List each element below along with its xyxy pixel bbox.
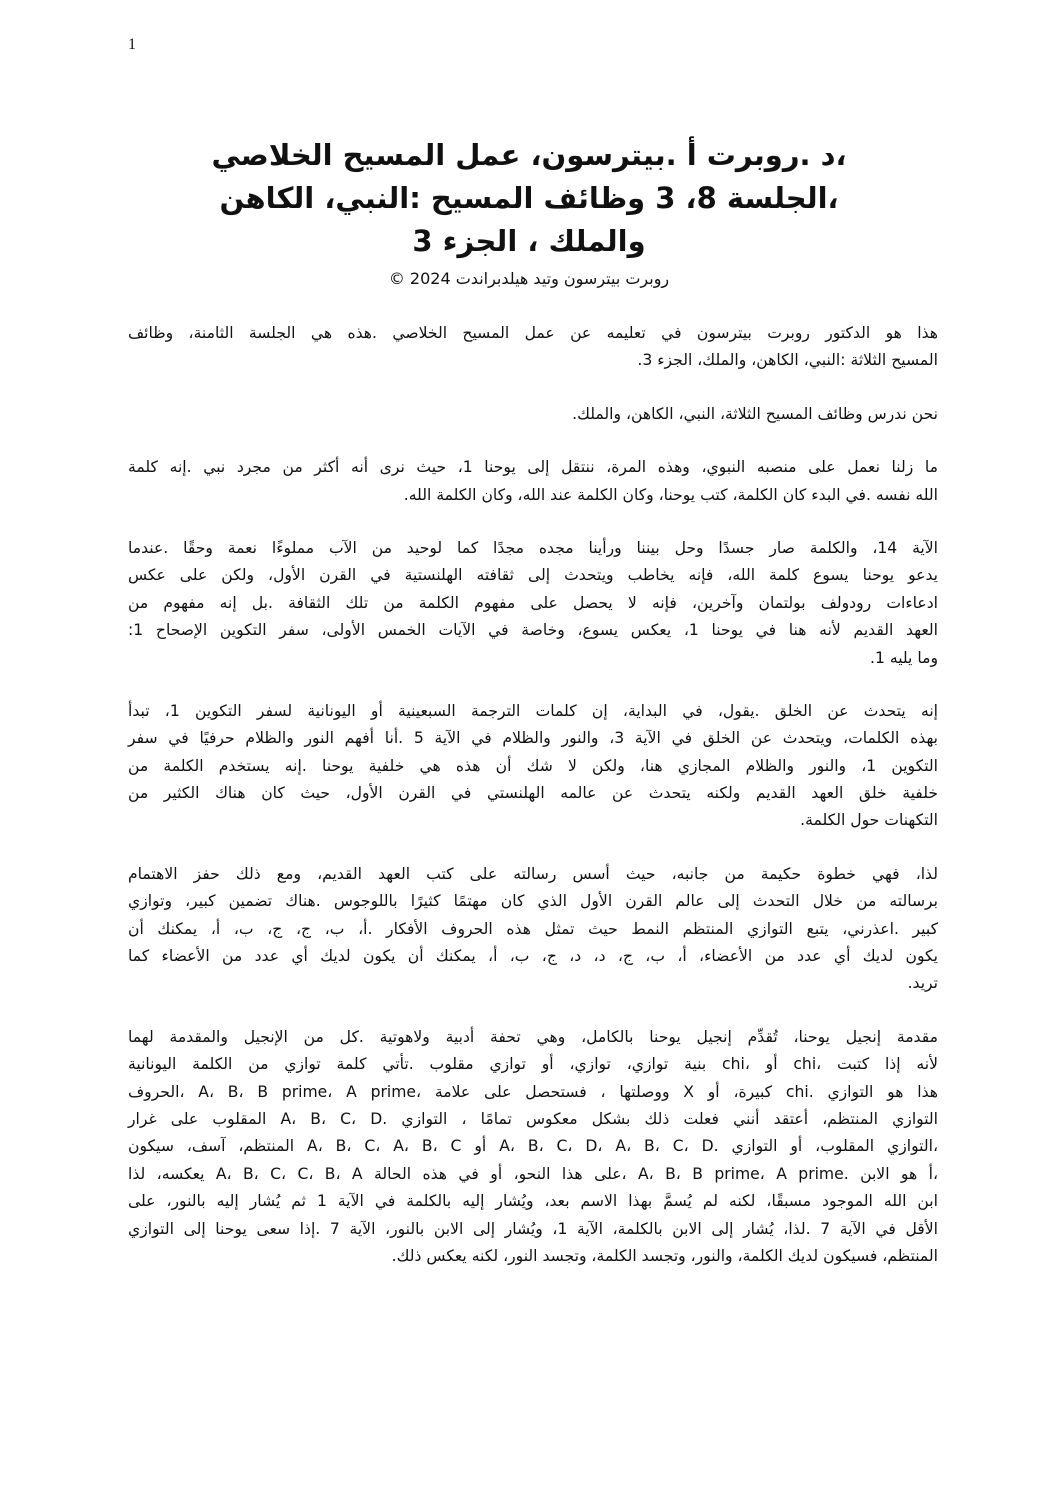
text-line: يكون لديك أي عدد من الأعضاء، أ، ب، ج، د، د، ج، ب، أ، يمكنك أن يكون لديك أي عدد من الأعضاء كما: [128, 947, 938, 966]
text-line: ،التوازي المقلوب، أو التوازي .A، B، C، D، A، B، C، D أو A، B، C، A، B، C المنتظم، آسف، سيكون: [128, 1137, 938, 1156]
document-header: [100, 134, 958, 291]
paragraph: [128, 535, 938, 672]
text-line: هذا هو التوازي .chi كبيرة، أو X ووصلتها ، فستحصل على علامة ،A، B، B prime، A prime ،الحروف: [128, 1082, 938, 1101]
text-line: لذا، فهي خطوة حكيمة من جانبه، حيث أسس رسالته على كتب العهد القديم، ومع ذلك حفز الاهتمام: [128, 864, 938, 883]
title-line: ،د .روبرت أ .بيترسون، عمل المسيح الخلاصي: [211, 138, 847, 172]
text-line: لأنه إذا كتبت ،chi أو ،chi بنية توازي، توازي، أو توازي مقلوب .تأتي كلمة توازي من الكلمة اليونانية: [128, 1055, 938, 1074]
paragraph: [128, 454, 938, 509]
text-line: هذا هو الدكتور روبرت بيترسون في تعليمه عن عمل المسيح الخلاصي .هذه هي الجلسة الثامنة، وظائف: [128, 324, 938, 342]
paragraph: [128, 1024, 938, 1271]
text-line: ابن الله الموجود مسبقًا، لكنه لم يُسمَّ بهذا الاسم بعد، ويُشار إليه بالكلمة في الآية 1 ثم يُشار إليه بالنور، على: [128, 1192, 938, 1211]
text-line: التكهنات حول الكلمة.: [800, 811, 938, 830]
text-line: تريد.: [907, 974, 938, 993]
text-line: خلفية خلق العهد القديم ولكنه يتحدث عن عالمه الهلنستي في القرن الأول، حيث كان هناك الكثير من: [128, 784, 938, 803]
copyright-line: روبرت بيترسون وتيد هيلدبراندت 2024 ©: [388, 269, 670, 288]
text-line: العهد القديم لأنه هنا في يوحنا 1، يعكس يسوع، وخاصة في الآيات الخمس الأولى، سفر التكوين الإصحاح 1:: [128, 621, 938, 640]
text-line: المنتظم، فسيكون لديك الكلمة، والنور، وتجسد الكلمة، وتجسد النور، لكنه يعكس ذلك.: [391, 1246, 938, 1265]
text-line: التكوين 1، والنور والظلام المجازي هنا، ولكن لا شك أن هذه هي خلفية يوحنا .إنه يستخدم الكلمة من: [128, 756, 938, 775]
title-line: ،الجلسة 8، 3 وظائف المسيح :النبي، الكاهن: [219, 181, 839, 215]
paragraph: [128, 698, 938, 835]
paragraph: [128, 320, 938, 375]
text-line: مقدمة إنجيل يوحنا، تُقدِّم إنجيل يوحنا بالكامل، وهي تحفة أدبية ولاهوتية .كل من الإنجيل والمقدمة لهما: [128, 1027, 938, 1046]
text-line: يدعو يوحنا يسوع كلمة الله، فإنه يخاطب ويتحدث إلى ثقافته الهلنستية في القرن الأول، ولكن على عكس: [128, 566, 938, 585]
text-line: ادعاءات رودولف بولتمان وآخرين، فإنه لا يحصل على مفهوم الكلمة من تلك الثقافة .بل إنه مفهوم من: [128, 593, 938, 612]
text-line: ما زلنا نعمل على منصبه النبوي، وهذه المرة، ننتقل إلى يوحنا 1، حيث نرى أنه أكثر من مجرد نبي .إنه كلمة: [128, 458, 939, 477]
text-line: الآية 14، والكلمة صار جسدًا وحل بيننا ورأينا مجده مجدًا كما لوحيد من الآب مملوءًا نعمة وحقًا .عندما: [128, 538, 938, 557]
text-line: نحن ندرس وظائف المسيح الثلاثة، النبي، الكاهن، والملك.: [572, 404, 938, 423]
text-line: بهذه الكلمات، ويتحدث عن الخلق في الآية 3، والنور والظلام في الآية 5 .أنا أفهم النور والظلام حرفيًا في سفر: [128, 729, 939, 748]
text-line: التوازي المنتظم، أعتقد أنني فعلت ذلك بشكل معكوس تمامًا ، التوازي .A، B، C، D المقلوب على غرار: [128, 1109, 939, 1128]
text-line: الله نفسه .في البدء كان الكلمة، كتب يوحنا، وكان الكلمة عند الله، وكان الكلمة الله.: [403, 485, 938, 504]
page-number: 1: [128, 36, 136, 53]
text-line: وما يليه 1.: [869, 648, 938, 667]
paragraph: [128, 401, 938, 428]
paragraph: [128, 861, 938, 998]
document-body: [128, 320, 938, 1296]
text-line: المسيح الثلاثة :النبي، الكاهن، والملك، الجزء 3.: [637, 351, 938, 370]
text-line: إنه يتحدث عن الخلق .يقول، في البداية، إن كلمات الترجمة السبعينية أو اليونانية لسفر التكوين 1، تبدأ: [128, 701, 938, 720]
title-line: والملك ، الجزء 3: [412, 224, 646, 258]
text-line: كبير .اعذرني، يتبع التوازي المنتظم النمط حيث تمثل هذه الحروف الأفكار .أ، ب، ج، ج، ب، أ، يمكنك أن: [128, 919, 938, 938]
text-line: برسالته من خلال التحدث إلى عالم القرن الأول الذي كان مهتمًا كثيرًا باللوجوس .هناك تضمين كبير، وتوازي: [128, 892, 938, 911]
text-line: ،أ هو الابن .A، B، B prime، A prime ،على هذا النحو، أو في هذه الحالة A، B، C، C، B، A يعكسه، لذا: [128, 1164, 938, 1183]
text-line: الأقل في الآية 7 .لذا، يُشار إلى الابن بالكلمة، الآية 1، ويُشار إلى الابن بالنور، الآية 7 .إذا سعى يوحنا إلى التوازي: [128, 1219, 938, 1238]
